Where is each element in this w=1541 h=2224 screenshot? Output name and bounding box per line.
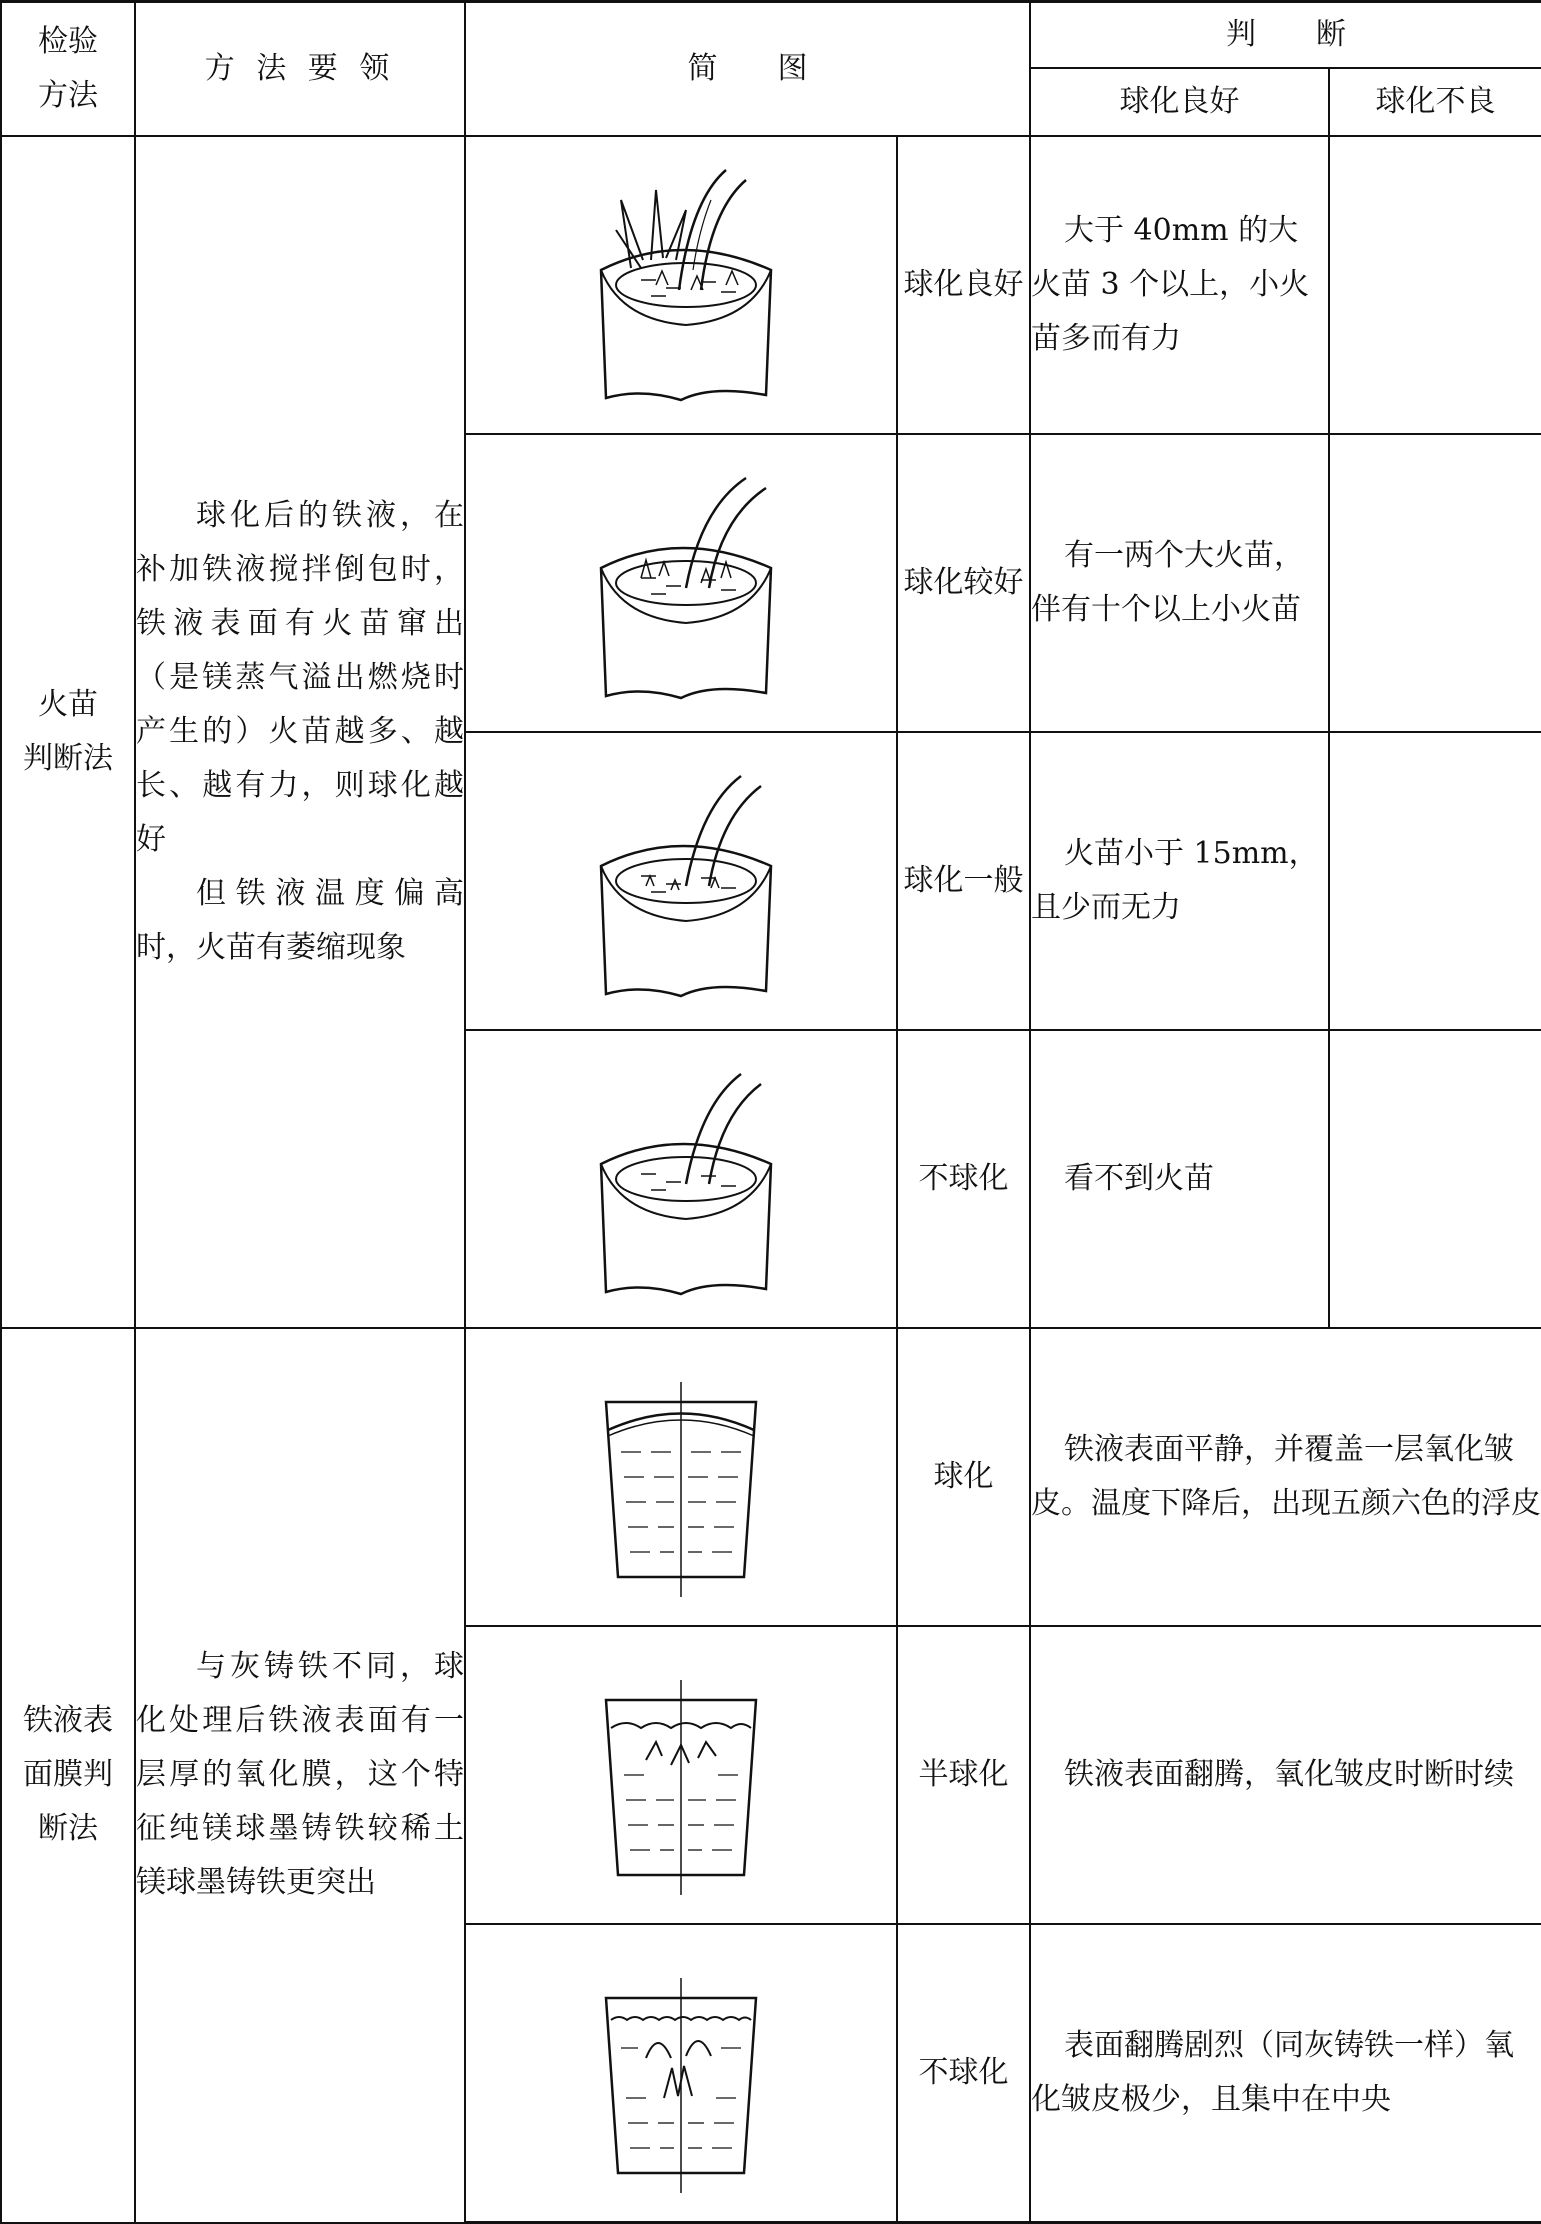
crucible-surface-diagram [586,1650,776,1900]
header-method [1,2,135,136]
film-procedure [135,1328,465,2222]
flame-method [1,136,135,1329]
film-method-line3: 断法 [38,1811,98,1847]
flame-good-4: 看不到火苗 [1030,1030,1329,1328]
header-good: 球化良好 [1030,68,1329,136]
film-desc-3: 表面翻腾剧烈（同灰铸铁一样）氧化皱皮极少，且集中在中央 [1030,1924,1541,2222]
flame-bad-4 [1329,1030,1541,1328]
flame-label-1: 球化良好 [897,136,1030,434]
flame-method-line2: 判断法 [23,740,113,776]
film-method [1,1328,135,2222]
film-diagram-2 [465,1626,897,1924]
flame-diagram-4 [465,1030,897,1328]
film-method-line1: 铁液表 [23,1703,113,1739]
crucible-surface-diagram [586,1948,776,2198]
flame-procedure-p2: 但铁液温度偏高时，火苗有萎缩现象 [136,875,464,965]
flame-good-2: 有一两个大火苗，伴有十个以上小火苗 [1030,434,1329,732]
flame-label-3: 球化一般 [897,732,1030,1030]
flame-method-line1: 火苗 [38,686,98,722]
flame-label-2: 球化较好 [897,434,1030,732]
flame-procedure [135,136,465,1329]
film-method-line2: 面膜判 [23,1757,113,1793]
header-judge: 判 断 [1030,2,1541,68]
crucible-surface-diagram [586,1352,776,1602]
film-label-3: 不球化 [897,1924,1030,2222]
header-procedure: 方 法 要 领 [135,2,465,136]
film-procedure-p1: 与灰铸铁不同，球化处理后铁液表面有一层厚的氧化膜，这个特征纯镁球墨铸铁较稀土镁球墨铸铁更突出 [136,1649,464,1901]
film-desc-2: 铁液表面翻腾，氧化皱皮时断时续 [1030,1626,1541,1924]
flame-good-1: 大于 40mm 的大火苗 3 个以上，小火苗多而有力 [1030,136,1329,434]
film-label-2: 半球化 [897,1626,1030,1924]
ladle-flame-diagram [561,1054,801,1304]
flame-bad-1 [1329,136,1541,434]
header-bad: 球化不良 [1329,68,1541,136]
ladle-flame-diagram [561,458,801,708]
header-method-line2: 方法 [38,77,98,113]
flame-procedure-p1: 球化后的铁液，在补加铁液搅拌倒包时，铁液表面有火苗窜出（是镁蒸气溢出燃烧时产生的）火苗越多、越长、越有力，则球化越好 [136,497,464,857]
flame-bad-2 [1329,434,1541,732]
flame-good-3: 火苗小于 15mm，且少而无力 [1030,732,1329,1030]
ladle-flame-diagram [561,160,801,410]
film-diagram-1 [465,1328,897,1626]
header-method-line1: 检验 [38,23,98,59]
flame-diagram-2 [465,434,897,732]
ladle-flame-diagram [561,756,801,1006]
film-label-1: 球化 [897,1328,1030,1626]
flame-diagram-1 [465,136,897,434]
film-diagram-3 [465,1924,897,2222]
flame-diagram-3 [465,732,897,1030]
flame-bad-3 [1329,732,1541,1030]
flame-label-4: 不球化 [897,1030,1030,1328]
header-diagram: 简 图 [465,2,1030,136]
film-desc-1: 铁液表面平静，并覆盖一层氧化皱皮。温度下降后，出现五颜六色的浮皮 [1030,1328,1541,1626]
